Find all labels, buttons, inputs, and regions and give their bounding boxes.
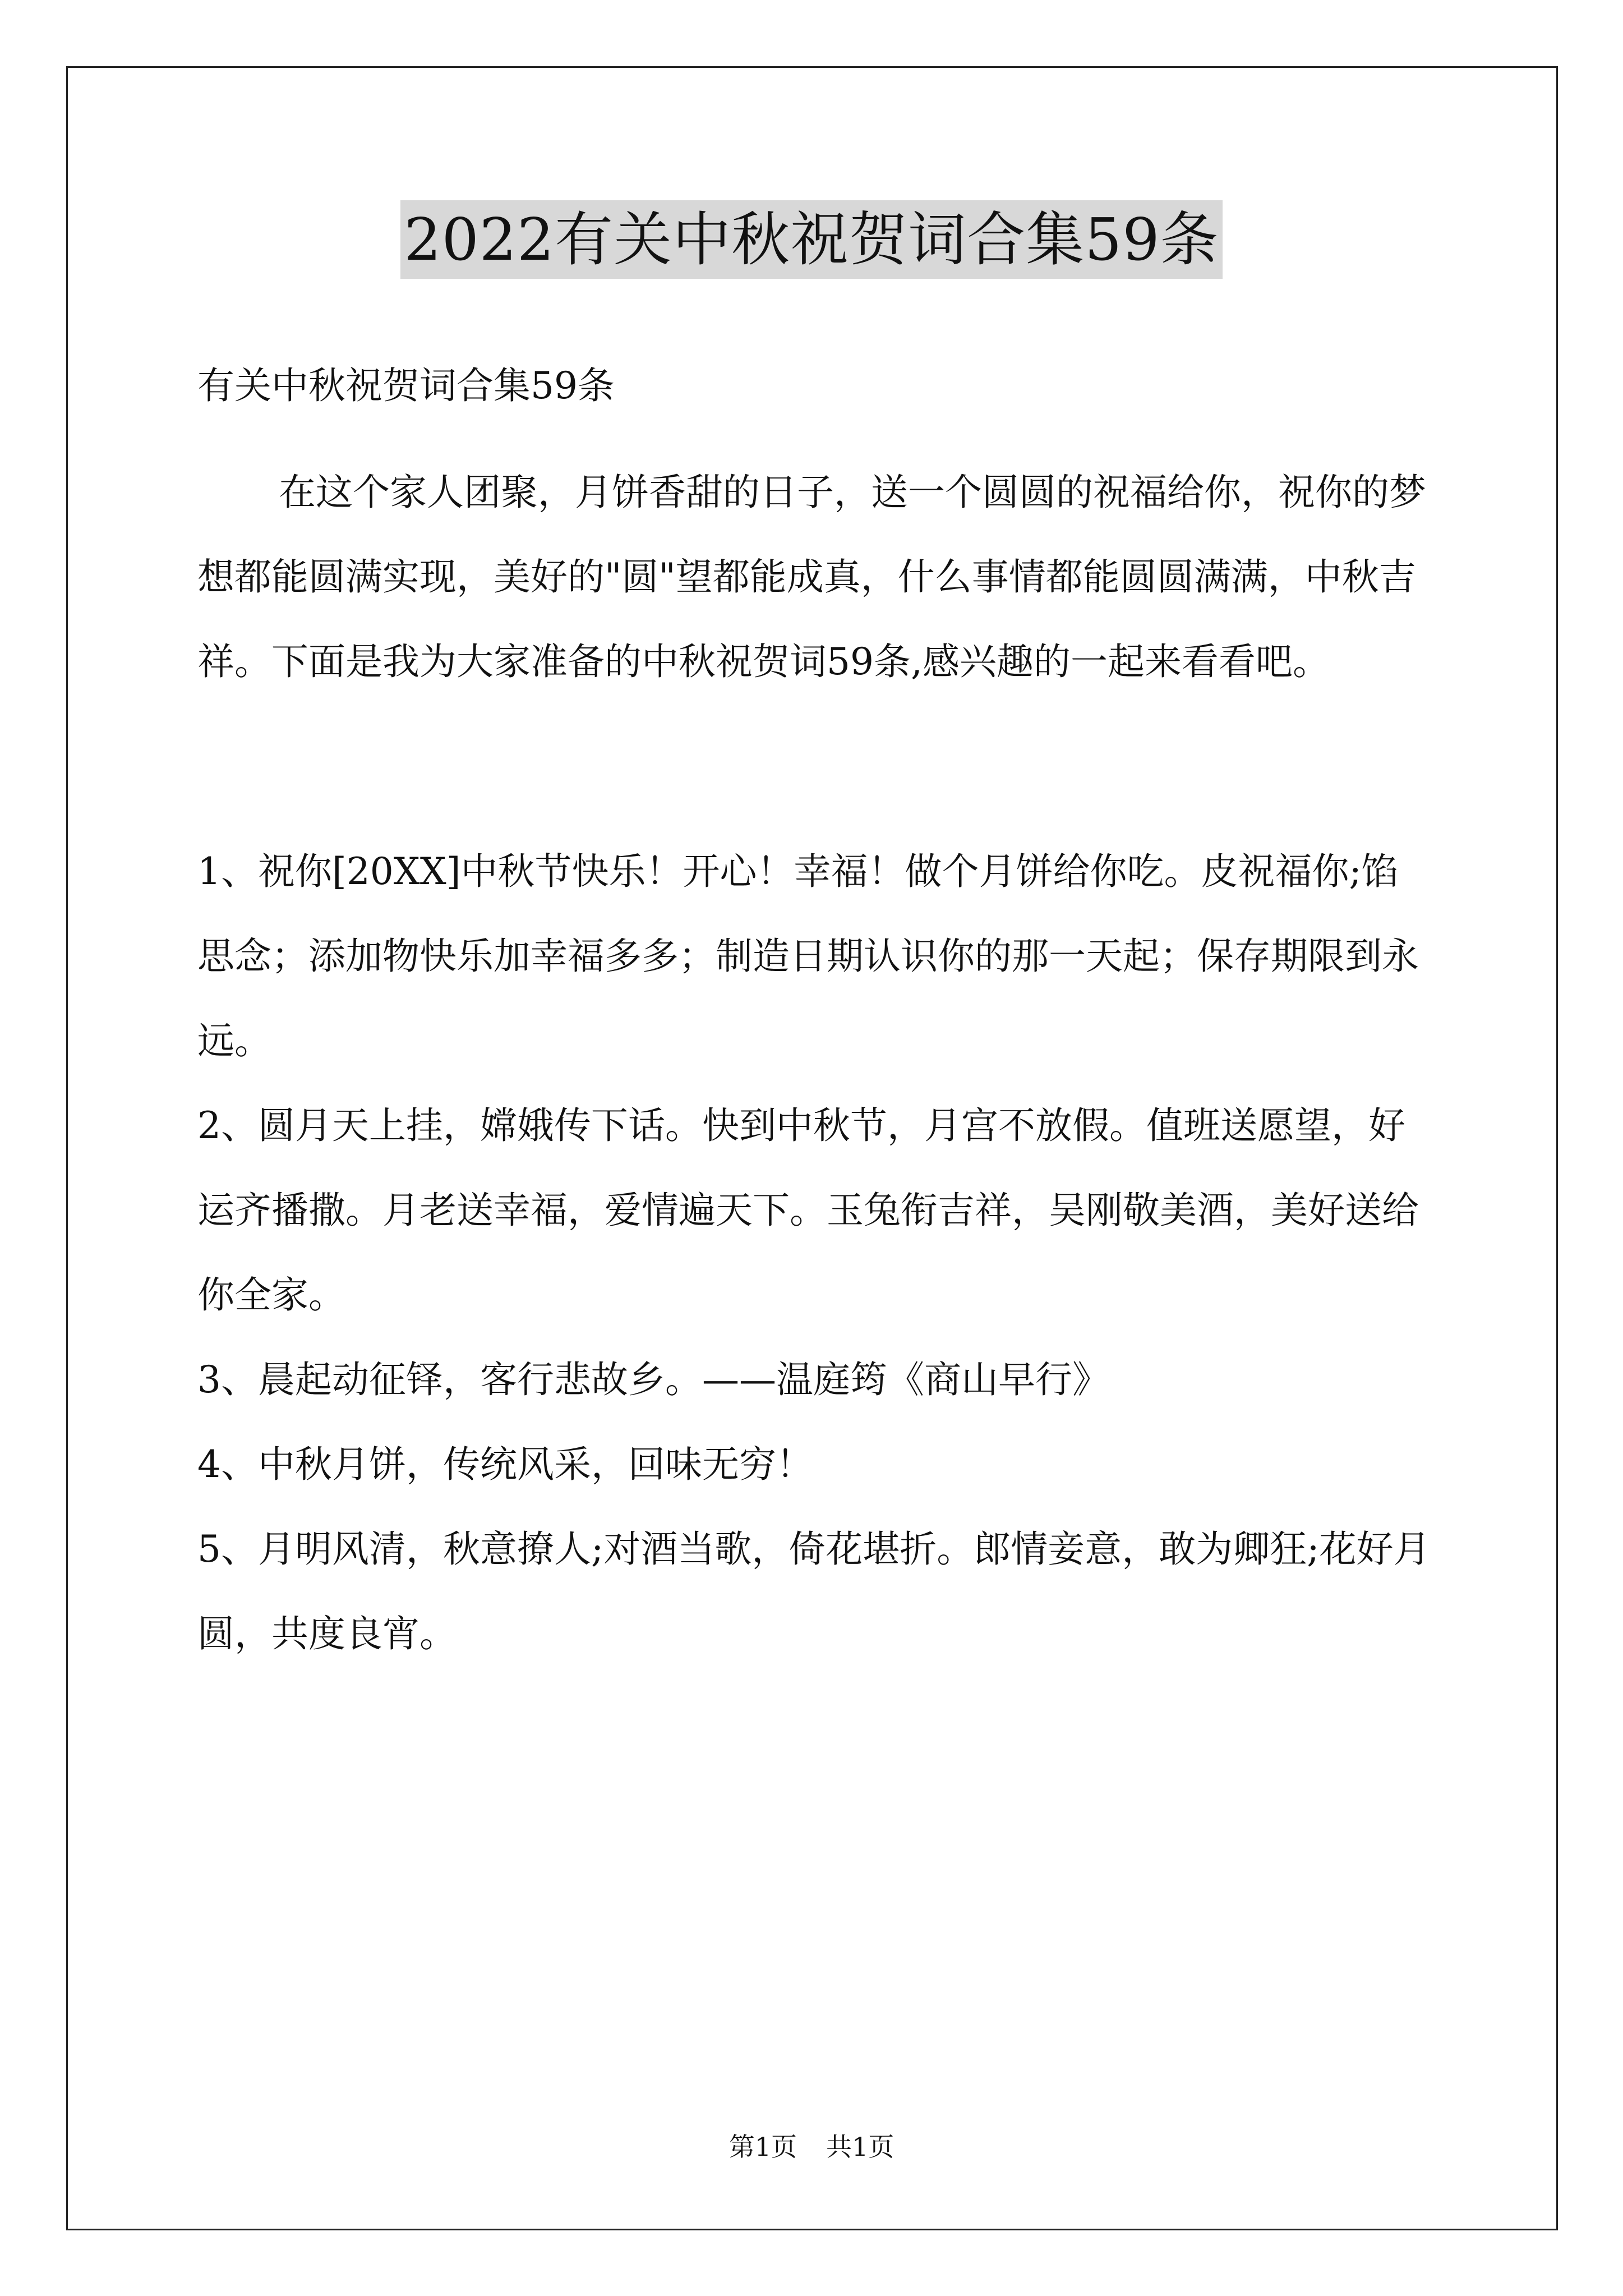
page-number: 第1页 (728, 2132, 797, 2162)
title-container (0, 200, 1623, 279)
page-total: 共1页 (826, 2132, 895, 2162)
list-item-3: 3、晨起动征铎，客行悲故乡。——温庭筠《商山早行》 (197, 1358, 1109, 1401)
list-item-5: 5、月明风清，秋意撩人;对酒当歌，倚花堪折。郎情妾意，敢为卿狂;花好月圆，共度良宵。 (197, 1527, 1431, 1655)
page-footer (0, 2130, 1623, 2164)
list-item-1: 1、祝你[20XX]中秋节快乐！开心！幸福！做个月饼给你吃。皮祝福你;馅思念；添加物快乐加幸福多多；制造日期认识你的那一天起；保存期限到永远。 (197, 850, 1419, 1062)
intro-paragraph: 在这个家人团聚，月饼香甜的日子，送一个圆圆的祝福给你，祝你的梦想都能圆满实现，美好的"圆"望都能成真，什么事情都能圆圆满满，中秋吉祥。下面是我为大家准备的中秋祝贺词59条,感兴趣的一起来看看吧。 (197, 471, 1426, 683)
document-title: 2022有关中秋祝贺词合集59条 (400, 200, 1222, 279)
paragraph-gap (197, 704, 1431, 829)
list-item-4: 4、中秋月饼，传统风采，回味无穷！ (197, 1443, 813, 1486)
list-item-2: 2、圆月天上挂，嫦娥传下话。快到中秋节，月宫不放假。值班送愿望，好运齐播撒。月老送幸福，爱情遍天下。玉兔衔吉祥，吴刚敬美酒，美好送给你全家。 (197, 1104, 1419, 1317)
document-subtitle: 有关中秋祝贺词合集59条 (197, 364, 615, 407)
document-body (197, 343, 1431, 1676)
